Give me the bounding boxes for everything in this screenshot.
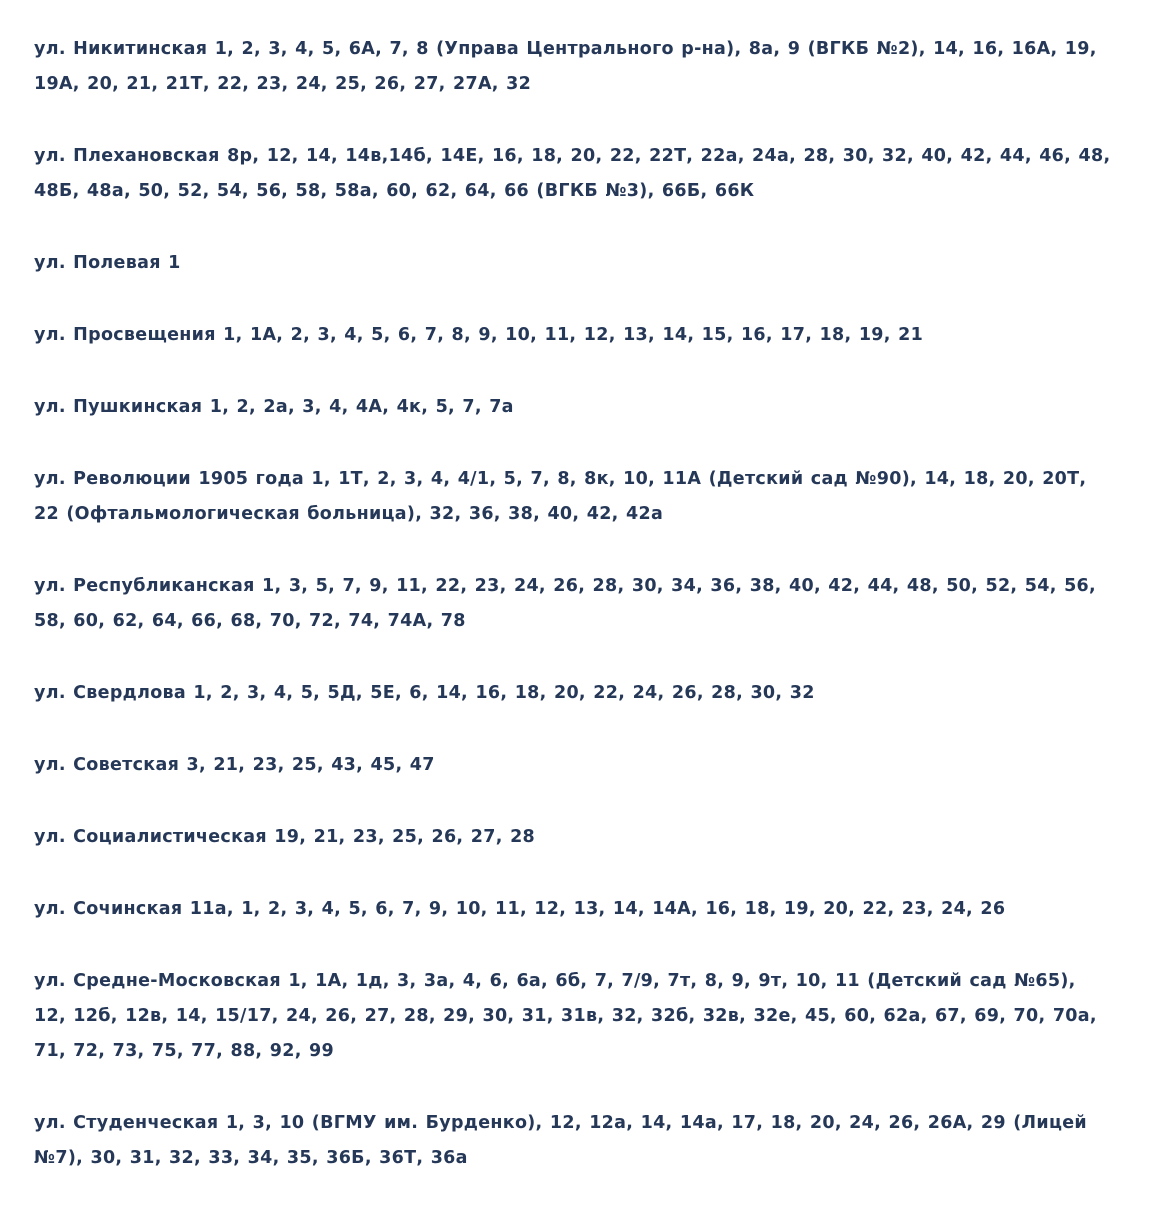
street-entry-pushkinskaya: ул. Пушкинская 1, 2, 2а, 3, 4, 4А, 4к, 5, 7, 7а: [34, 397, 514, 417]
street-entry-nikitinskaya: ул. Никитинская 1, 2, 3, 4, 5, 6А, 7, 8 (Управа Центрального р-на), 8а, 9 (ВГКБ №2), 14, 16, 16А, 19, 19А, 20, 21, 21Т, 22, 23, 24, 25, 26, 27, 27А, 32: [34, 39, 1097, 94]
street-entry-sredne-moskovskaya: ул. Средне-Московская 1, 1А, 1д, 3, 3а, 4, 6, 6а, 6б, 7, 7/9, 7т, 8, 9, 9т, 10, 11 (Детский сад №65), 12, 12б, 12в, 14, 15/17, 24, 26, 27, 28, 29, 30, 31, 31в, 32, 32б, 32в, 32е, 45, 60, 62а, 67, 69, 70, 70а, 71, 72, 73, 75, 77, 88, 92, 99: [34, 971, 1097, 1061]
street-entry-polevaya: ул. Полевая 1: [34, 253, 181, 273]
street-address-list: [34, 32, 1114, 1213]
street-entry-revolyutsii-1905: ул. Революции 1905 года 1, 1Т, 2, 3, 4, 4/1, 5, 7, 8, 8к, 10, 11А (Детский сад №90), 14, 18, 20, 20Т, 22 (Офтальмологическая больница), 32, 36, 38, 40, 42, 42а: [34, 469, 1087, 524]
street-entry-respublikanskaya: ул. Республиканская 1, 3, 5, 7, 9, 11, 22, 23, 24, 26, 28, 30, 34, 36, 38, 40, 42, 44, 48, 50, 52, 54, 56, 58, 60, 62, 64, 66, 68, 70, 72, 74, 74А, 78: [34, 576, 1096, 631]
street-entry-sovetskaya: ул. Советская 3, 21, 23, 25, 43, 45, 47: [34, 755, 435, 775]
street-entry-sverdlova: ул. Свердлова 1, 2, 3, 4, 5, 5Д, 5Е, 6, 14, 16, 18, 20, 22, 24, 26, 28, 30, 32: [34, 683, 815, 703]
street-entry-prosveshcheniya: ул. Просвещения 1, 1А, 2, 3, 4, 5, 6, 7, 8, 9, 10, 11, 12, 13, 14, 15, 16, 17, 18, 19, 21: [34, 325, 924, 345]
street-entry-sotsialisticheskaya: ул. Социалистическая 19, 21, 23, 25, 26, 27, 28: [34, 827, 536, 847]
street-entry-plekhanovskaya: ул. Плехановская 8р, 12, 14, 14в,14б, 14Е, 16, 18, 20, 22, 22Т, 22а, 24а, 28, 30, 32, 40, 42, 44, 46, 48, 48Б, 48а, 50, 52, 54, 56, 58, 58а, 60, 62, 64, 66 (ВГКБ №3), 66Б, 66К: [34, 146, 1111, 201]
street-entry-sochinskaya: ул. Сочинская 11а, 1, 2, 3, 4, 5, 6, 7, 9, 10, 11, 12, 13, 14, 14А, 16, 18, 19, 20, 22, 23, 24, 26: [34, 899, 1006, 919]
street-entry-studencheskaya: ул. Студенческая 1, 3, 10 (ВГМУ им. Бурденко), 12, 12а, 14, 14а, 17, 18, 20, 24, 26, 26А, 29 (Лицей №7), 30, 31, 32, 33, 34, 35, 36Б, 36Т, 36а: [34, 1113, 1087, 1168]
